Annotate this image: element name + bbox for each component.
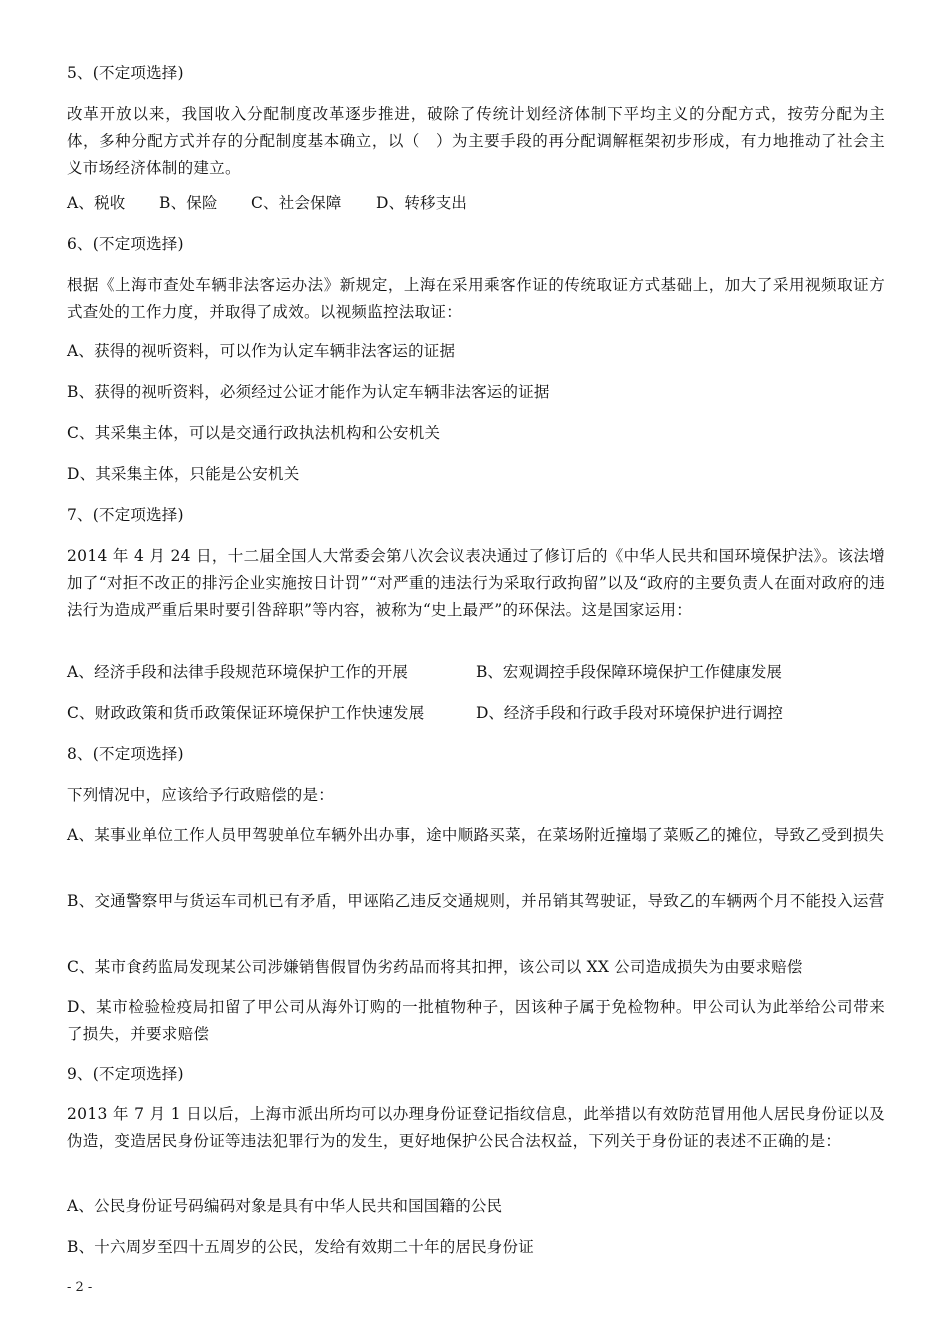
q8-option-a: A、某事业单位工作人员甲驾驶单位车辆外出办事，途中顺路买菜，在菜场附近撞塌了菜贩乙的摊位，导致乙受到损失 <box>67 826 885 844</box>
page-number: - 2 - <box>67 1280 93 1295</box>
q5-options <box>67 190 887 216</box>
q6-heading: 6、(不定项选择) <box>67 235 184 253</box>
q9-stem: 2013 年 7 月 1 日以后，上海市派出所均可以办理身份证登记指纹信息，此举措以有效防范冒用他人居民身份证以及伪造，变造居民身份证等违法犯罪行为的发生，更好地保护公民合法权益，下列关于身份证的表述不正确的是： <box>67 1105 885 1150</box>
q9-option-b: B、十六周岁至四十五周岁的公民，发给有效期二十年的居民身份证 <box>67 1238 534 1256</box>
q6-option-d: D、其采集主体，只能是公安机关 <box>67 465 300 483</box>
q7-heading: 7、(不定项选择) <box>67 506 184 524</box>
q5-option-c: C、社会保障 <box>251 194 342 212</box>
q5-option-d: D、转移支出 <box>376 194 468 212</box>
q7-stem: 2014 年 4 月 24 日，十二届全国人大常委会第八次会议表决通过了修订后的《中华人民共和国环境保护法》。该法增加了“对拒不改正的排污企业实施按日计罚”“对严重的违法行为采取行政拘留”以及“政府的主要负责人在面对政府的违法行为造成严重后果时要引咎辞职”等内容，被称为“史上最严”的环保法。这是国家运用： <box>67 547 885 619</box>
q6-option-a: A、获得的视听资料，可以作为认定车辆非法客运的证据 <box>67 342 456 360</box>
q5-heading: 5、(不定项选择) <box>67 64 184 82</box>
q7-option-c: C、财政政策和货币政策保证环境保护工作快速发展 <box>67 704 425 722</box>
q6-option-b: B、获得的视听资料，必须经过公证才能作为认定车辆非法客运的证据 <box>67 383 550 401</box>
q6-option-c: C、其采集主体，可以是交通行政执法机构和公安机关 <box>67 424 441 442</box>
q8-stem: 下列情况中，应该给予行政赔偿的是： <box>67 786 334 804</box>
q8-option-d: D、某市检验检疫局扣留了甲公司从海外订购的一批植物种子，因该种子属于免检物种。甲公司认为此举给公司带来了损失，并要求赔偿 <box>67 998 885 1043</box>
q9-heading: 9、(不定项选择) <box>67 1065 184 1083</box>
q8-option-b: B、交通警察甲与货运车司机已有矛盾，甲诬陷乙违反交通规则，并吊销其驾驶证，导致乙的车辆两个月不能投入运营 <box>67 892 885 910</box>
q7-option-b: B、宏观调控手段保障环境保护工作健康发展 <box>476 663 782 681</box>
q5-option-a: A、税收 <box>67 194 126 212</box>
q7-option-a: A、经济手段和法律手段规范环境保护工作的开展 <box>67 663 409 681</box>
q8-option-c: C、某市食药监局发现某公司涉嫌销售假冒伪劣药品而将其扣押，该公司以 XX 公司造成损失为由要求赔偿 <box>67 958 803 976</box>
q9-option-a: A、公民身份证号码编码对象是具有中华人民共和国国籍的公民 <box>67 1197 503 1215</box>
q7-option-d: D、经济手段和行政手段对环境保护进行调控 <box>476 704 783 722</box>
q5-stem: 改革开放以来，我国收入分配制度改革逐步推进，破除了传统计划经济体制下平均主义的分配方式，按劳分配为主体，多种分配方式并存的分配制度基本确立，以（ ）为主要手段的再分配调解框架初步形成，有力地推动了社会主义市场经济体制的建立。 <box>67 105 885 177</box>
q5-option-b: B、保险 <box>159 194 218 212</box>
q6-stem: 根据《上海市查处车辆非法客运办法》新规定，上海在采用乘客作证的传统取证方式基础上，加大了采用视频取证方式查处的工作力度，并取得了成效。以视频监控法取证： <box>67 276 885 321</box>
q8-heading: 8、(不定项选择) <box>67 745 184 763</box>
